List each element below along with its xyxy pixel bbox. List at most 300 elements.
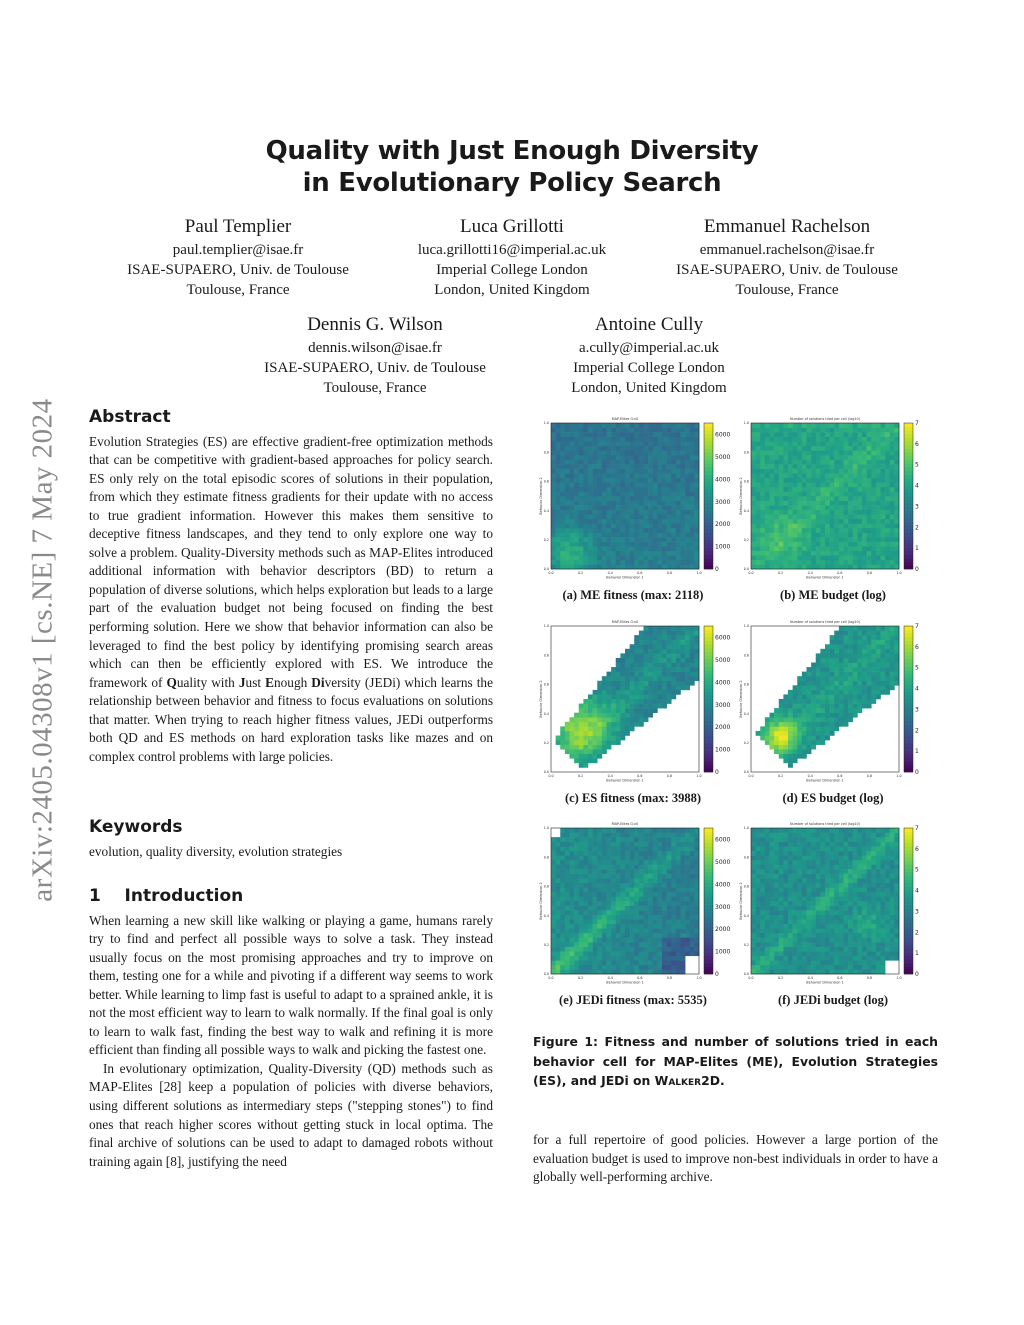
behavior-cell	[570, 887, 575, 892]
behavior-cell	[662, 676, 667, 681]
behavior-cell	[593, 851, 598, 856]
behavior-cell	[671, 906, 676, 911]
behavior-cell	[583, 915, 588, 920]
behavior-cell	[783, 828, 788, 833]
behavior-cell	[793, 423, 798, 428]
behavior-cell	[676, 915, 681, 920]
behavior-cell	[857, 708, 862, 713]
behavior-cell	[574, 754, 579, 759]
behavior-cell	[634, 874, 639, 879]
behavior-cell	[676, 501, 681, 506]
behavior-cell	[802, 736, 807, 741]
behavior-cell	[574, 460, 579, 465]
behavior-cell	[560, 423, 565, 428]
behavior-cell	[639, 865, 644, 870]
behavior-cell	[611, 901, 616, 906]
behavior-cell	[867, 510, 872, 515]
colorbar-tick-label: 4000	[715, 679, 731, 687]
behavior-cell	[751, 860, 756, 865]
behavior-cell	[667, 883, 672, 888]
behavior-cell	[551, 519, 556, 524]
behavior-cell	[774, 956, 779, 961]
behavior-cell	[862, 455, 867, 460]
behavior-cell	[671, 965, 676, 970]
behavior-cell	[802, 726, 807, 731]
behavior-cell	[830, 731, 835, 736]
behavior-cell	[783, 731, 788, 736]
behavior-cell	[751, 965, 756, 970]
behavior-cell	[602, 473, 607, 478]
behavior-cell	[570, 510, 575, 515]
behavior-cell	[890, 685, 895, 690]
behavior-cell	[570, 423, 575, 428]
behavior-cell	[770, 833, 775, 838]
behavior-cell	[565, 528, 570, 533]
behavior-cell	[676, 906, 681, 911]
behavior-cell	[848, 460, 853, 465]
colorbar-segment	[904, 648, 913, 652]
behavior-cell	[779, 887, 784, 892]
behavior-cell	[690, 846, 695, 851]
behavior-cell	[779, 883, 784, 888]
behavior-cell	[816, 924, 821, 929]
behavior-cell	[862, 478, 867, 483]
behavior-cell	[551, 910, 556, 915]
abstract-text-fragment: uality with	[176, 674, 239, 690]
behavior-cell	[634, 496, 639, 501]
behavior-cell	[853, 690, 858, 695]
behavior-cell	[825, 860, 830, 865]
behavior-cell	[681, 455, 686, 460]
behavior-cell	[667, 528, 672, 533]
behavior-cell	[779, 896, 784, 901]
colorbar-tick-label: 0	[715, 971, 719, 978]
colorbar-tick-label: 0	[915, 566, 919, 573]
behavior-cell	[876, 694, 881, 699]
behavior-cell	[685, 869, 690, 874]
behavior-cell	[825, 878, 830, 883]
behavior-cell	[802, 523, 807, 528]
behavior-cell	[560, 726, 565, 731]
behavior-cell	[644, 933, 649, 938]
behavior-cell	[676, 956, 681, 961]
behavior-cell	[574, 473, 579, 478]
y-tick-label: 0.6	[743, 479, 749, 484]
behavior-cell	[760, 860, 765, 865]
behavior-cell	[657, 464, 662, 469]
behavior-cell	[685, 681, 690, 686]
behavior-cell	[667, 631, 672, 636]
colorbar-segment	[904, 438, 913, 442]
behavior-cell	[681, 924, 686, 929]
behavior-cell	[765, 892, 770, 897]
behavior-cell	[783, 933, 788, 938]
behavior-cell	[560, 947, 565, 952]
behavior-cell	[644, 514, 649, 519]
behavior-cell	[579, 833, 584, 838]
behavior-cell	[816, 505, 821, 510]
behavior-cell	[607, 676, 612, 681]
behavior-cell	[834, 473, 839, 478]
behavior-cell	[807, 842, 812, 847]
behavior-cell	[657, 910, 662, 915]
colorbar-segment	[904, 514, 913, 518]
behavior-cell	[802, 851, 807, 856]
behavior-cell	[634, 855, 639, 860]
behavior-cell	[579, 564, 584, 569]
behavior-cell	[774, 501, 779, 506]
behavior-cell	[830, 960, 835, 965]
behavior-cell	[830, 846, 835, 851]
behavior-cell	[788, 855, 793, 860]
behavior-cell	[690, 833, 695, 838]
behavior-cell	[857, 446, 862, 451]
colorbar-segment	[704, 959, 713, 963]
behavior-cell	[788, 906, 793, 911]
behavior-cell	[820, 717, 825, 722]
behavior-cell	[671, 555, 676, 560]
behavior-cell	[583, 938, 588, 943]
behavior-cell	[597, 487, 602, 492]
behavior-cell	[676, 874, 681, 879]
behavior-cell	[793, 699, 798, 704]
behavior-cell	[765, 842, 770, 847]
behavior-cell	[579, 874, 584, 879]
behavior-cell	[676, 542, 681, 547]
behavior-cell	[676, 869, 681, 874]
behavior-cell	[807, 528, 812, 533]
behavior-cell	[783, 699, 788, 704]
behavior-cell	[890, 510, 895, 515]
behavior-cell	[681, 685, 686, 690]
behavior-cell	[634, 672, 639, 677]
colorbar-segment	[704, 551, 713, 555]
behavior-cell	[634, 450, 639, 455]
behavior-cell	[625, 896, 630, 901]
behavior-cell	[620, 704, 625, 709]
behavior-cell	[593, 874, 598, 879]
behavior-cell	[890, 649, 895, 654]
behavior-cell	[607, 846, 612, 851]
behavior-cell	[834, 726, 839, 731]
behavior-cell	[685, 437, 690, 442]
behavior-cell	[579, 915, 584, 920]
behavior-cell	[770, 717, 775, 722]
behavior-cell	[694, 855, 699, 860]
behavior-cell	[820, 542, 825, 547]
behavior-cell	[811, 878, 816, 883]
behavior-cell	[583, 482, 588, 487]
behavior-cell	[839, 473, 844, 478]
behavior-cell	[639, 717, 644, 722]
behavior-cell	[802, 455, 807, 460]
behavior-cell	[611, 919, 616, 924]
colorbar-segment	[904, 725, 913, 729]
behavior-cell	[607, 947, 612, 952]
behavior-cell	[867, 690, 872, 695]
behavior-cell	[690, 640, 695, 645]
behavior-cell	[685, 546, 690, 551]
author-block	[245, 312, 505, 398]
behavior-cell	[579, 947, 584, 952]
behavior-cell	[816, 833, 821, 838]
behavior-cell	[690, 681, 695, 686]
behavior-cell	[848, 672, 853, 677]
behavior-cell	[816, 842, 821, 847]
behavior-cell	[830, 860, 835, 865]
behavior-cell	[876, 551, 881, 556]
behavior-cell	[779, 478, 784, 483]
behavior-cell	[807, 676, 812, 681]
behavior-cell	[570, 514, 575, 519]
behavior-cell	[774, 441, 779, 446]
behavior-cell	[820, 537, 825, 542]
behavior-cell	[690, 883, 695, 888]
behavior-cell	[611, 878, 616, 883]
behavior-cell	[625, 428, 630, 433]
behavior-cell	[756, 560, 761, 565]
behavior-cell	[565, 860, 570, 865]
behavior-cell	[560, 478, 565, 483]
behavior-cell	[593, 560, 598, 565]
behavior-cell	[634, 915, 639, 920]
behavior-cell	[830, 658, 835, 663]
behavior-cell	[607, 745, 612, 750]
behavior-cell	[616, 837, 621, 842]
behavior-cell	[593, 915, 598, 920]
behavior-cell	[616, 491, 621, 496]
behavior-cell	[588, 851, 593, 856]
behavior-cell	[625, 564, 630, 569]
behavior-cell	[653, 842, 658, 847]
behavior-cell	[770, 537, 775, 542]
behavior-cell	[830, 510, 835, 515]
behavior-cell	[751, 878, 756, 883]
colorbar-segment	[704, 626, 713, 630]
behavior-cell	[588, 514, 593, 519]
behavior-cell	[625, 892, 630, 897]
behavior-cell	[779, 428, 784, 433]
behavior-cell	[811, 551, 816, 556]
behavior-cell	[834, 528, 839, 533]
behavior-cell	[602, 546, 607, 551]
behavior-cell	[560, 460, 565, 465]
behavior-cell	[630, 649, 635, 654]
behavior-cell	[830, 887, 835, 892]
behavior-cell	[694, 906, 699, 911]
x-tick-label: 0.0	[748, 571, 754, 575]
behavior-cell	[862, 658, 867, 663]
behavior-cell	[797, 469, 802, 474]
behavior-cell	[894, 501, 899, 506]
behavior-cell	[783, 758, 788, 763]
behavior-cell	[816, 667, 821, 672]
behavior-cell	[667, 887, 672, 892]
behavior-cell	[881, 469, 886, 474]
behavior-cell	[857, 626, 862, 631]
behavior-cell	[774, 555, 779, 560]
behavior-cell	[565, 855, 570, 860]
behavior-cell	[662, 649, 667, 654]
behavior-cell	[657, 681, 662, 686]
behavior-cell	[765, 722, 770, 727]
colorbar-segment	[704, 736, 713, 740]
behavior-cell	[779, 519, 784, 524]
behavior-cell	[662, 653, 667, 658]
behavior-cell	[862, 667, 867, 672]
behavior-cell	[756, 533, 761, 538]
behavior-cell	[620, 722, 625, 727]
behavior-cell	[574, 528, 579, 533]
behavior-cell	[593, 901, 598, 906]
behavior-cell	[597, 446, 602, 451]
behavior-cell	[867, 450, 872, 455]
behavior-cell	[625, 833, 630, 838]
behavior-cell	[630, 942, 635, 947]
behavior-cell	[597, 956, 602, 961]
behavior-cell	[779, 947, 784, 952]
behavior-cell	[607, 883, 612, 888]
behavior-cell	[597, 455, 602, 460]
behavior-cell	[816, 690, 821, 695]
behavior-cell	[583, 455, 588, 460]
behavior-cell	[607, 878, 612, 883]
behavior-cell	[788, 523, 793, 528]
behavior-cell	[825, 956, 830, 961]
behavior-cell	[593, 892, 598, 897]
behavior-cell	[574, 491, 579, 496]
behavior-cell	[881, 505, 886, 510]
behavior-cell	[807, 694, 812, 699]
behavior-cell	[783, 938, 788, 943]
behavior-cell	[830, 432, 835, 437]
behavior-cell	[876, 681, 881, 686]
behavior-cell	[830, 924, 835, 929]
behavior-cell	[634, 717, 639, 722]
behavior-cell	[556, 933, 561, 938]
behavior-cell	[816, 423, 821, 428]
behavior-cell	[644, 883, 649, 888]
behavior-cell	[593, 828, 598, 833]
colorbar-segment	[904, 684, 913, 688]
behavior-cell	[811, 833, 816, 838]
behavior-cell	[551, 551, 556, 556]
behavior-cell	[690, 469, 695, 474]
behavior-cell	[597, 933, 602, 938]
colorbar-segment	[704, 659, 713, 663]
behavior-cell	[570, 745, 575, 750]
behavior-cell	[620, 906, 625, 911]
behavior-cell	[556, 910, 561, 915]
colorbar-segment	[704, 452, 713, 456]
behavior-cell	[820, 860, 825, 865]
behavior-cell	[579, 537, 584, 542]
behavior-cell	[579, 828, 584, 833]
behavior-cell	[644, 533, 649, 538]
behavior-cell	[871, 428, 876, 433]
behavior-cell	[616, 892, 621, 897]
behavior-cell	[793, 537, 798, 542]
behavior-cell	[588, 754, 593, 759]
behavior-cell	[802, 731, 807, 736]
behavior-cell	[839, 491, 844, 496]
behavior-cell	[820, 464, 825, 469]
behavior-cell	[783, 551, 788, 556]
behavior-cell	[816, 960, 821, 965]
behavior-cell	[825, 523, 830, 528]
behavior-cell	[593, 754, 598, 759]
behavior-cell	[690, 501, 695, 506]
behavior-cell	[788, 704, 793, 709]
behavior-cell	[560, 896, 565, 901]
behavior-cell	[657, 960, 662, 965]
behavior-cell	[807, 681, 812, 686]
behavior-cell	[551, 478, 556, 483]
behavior-cell	[834, 699, 839, 704]
behavior-cell	[611, 874, 616, 879]
behavior-cell	[779, 473, 784, 478]
behavior-cell	[551, 942, 556, 947]
behavior-cell	[788, 482, 793, 487]
behavior-cell	[839, 672, 844, 677]
behavior-cell	[751, 473, 756, 478]
behavior-cell	[820, 910, 825, 915]
behavior-cell	[579, 887, 584, 892]
behavior-cell	[779, 487, 784, 492]
behavior-cell	[611, 685, 616, 690]
behavior-cell	[853, 533, 858, 538]
behavior-cell	[653, 690, 658, 695]
behavior-cell	[676, 658, 681, 663]
behavior-cell	[820, 878, 825, 883]
behavior-cell	[820, 519, 825, 524]
behavior-cell	[630, 726, 635, 731]
behavior-cell	[602, 956, 607, 961]
behavior-cell	[611, 896, 616, 901]
behavior-cell	[857, 640, 862, 645]
behavior-cell	[556, 464, 561, 469]
behavior-cell	[783, 464, 788, 469]
colorbar-segment	[704, 828, 713, 832]
behavior-cell	[657, 694, 662, 699]
behavior-cell	[881, 496, 886, 501]
behavior-cell	[788, 919, 793, 924]
behavior-cell	[825, 865, 830, 870]
colorbar-segment	[704, 565, 713, 569]
behavior-cell	[616, 855, 621, 860]
behavior-cell	[607, 437, 612, 442]
behavior-cell	[620, 928, 625, 933]
behavior-cell	[848, 644, 853, 649]
behavior-cell	[816, 919, 821, 924]
behavior-cell	[834, 551, 839, 556]
behavior-cell	[756, 874, 761, 879]
behavior-cell	[602, 699, 607, 704]
behavior-cell	[639, 910, 644, 915]
behavior-cell	[648, 901, 653, 906]
colorbar-tick-label: 6000	[715, 634, 731, 642]
behavior-cell	[556, 965, 561, 970]
behavior-cell	[671, 878, 676, 883]
behavior-cell	[807, 956, 812, 961]
behavior-cell	[565, 473, 570, 478]
behavior-cell	[644, 473, 649, 478]
behavior-cell	[551, 432, 556, 437]
colorbar-segment	[704, 652, 713, 656]
behavior-cell	[644, 699, 649, 704]
behavior-cell	[885, 437, 890, 442]
behavior-cell	[588, 713, 593, 718]
